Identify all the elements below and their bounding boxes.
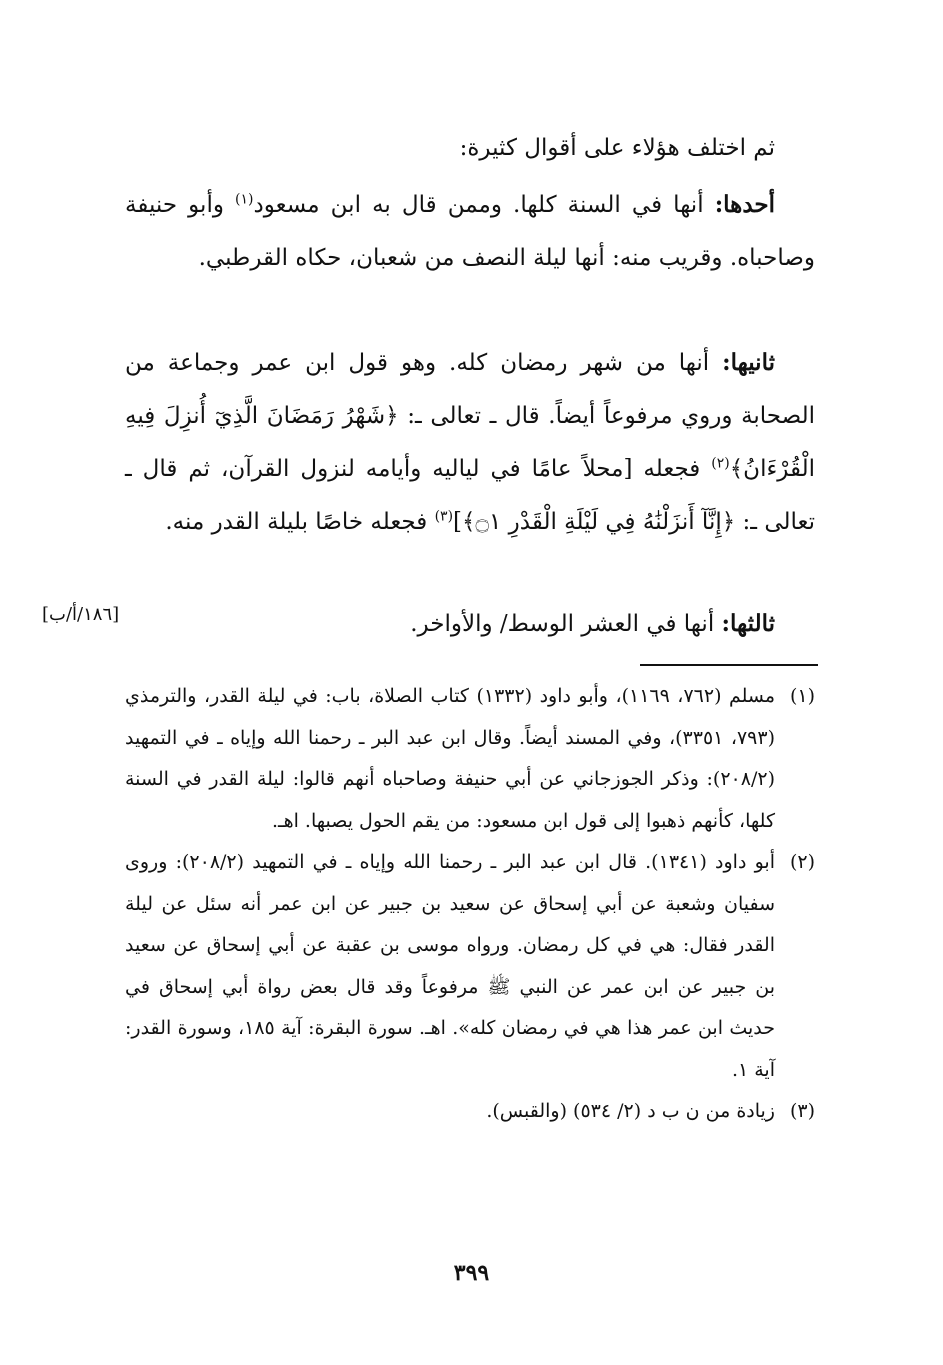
opinion-one-paragraph [125, 178, 815, 285]
intro-paragraph [125, 122, 815, 175]
opinion-three-lead: ثالثها: [721, 610, 775, 637]
footnote-text: أبو داود (١٣٤١). قال ابن عبد البر ـ رحمنا الله وإياه ـ في التمهيد (٢٠٨/٢): وروى سفيان وشعبة عن أبي إسحاق عن سعيد بن جبير عن ابن عمر أنه سئل عن ليلة القدر فقال: هي في كل رمضان. ورواه موسى بن عقبة عن أبي إسحاق عن سعيد بن جبير عن ابن عمر عن النبي ﷺ مرفوعاً وقد قال بعض رواة أبي إسحاق في حديث ابن عمر هذا هي في رمضان كله». اهـ. سورة البقرة: آية ١٨٥، وسورة القدر: آية ١. [125, 851, 775, 1081]
footnote-ref-2[interactable]: (٢) [711, 455, 730, 472]
manuscript-folio-marker: [١٨٦/أ/ب] [42, 604, 120, 625]
footnote-ref-1[interactable]: (١) [235, 191, 254, 208]
footnote-item-3 [125, 1091, 815, 1133]
opinion-two-text-a: أنها من شهر رمضان كله. وهو قول ابن عمر وجماعة من الصحابة وروي مرفوعاً أيضاً. قال ـ تعالى ـ: ﴿شَهْرُ رَمَضَانَ الَّذِيٓ أُنزِلَ فِيهِ الْقُرْءَانُ﴾ [125, 350, 815, 482]
footnote-number: (٣) [789, 1100, 815, 1122]
footnote-ref-3[interactable]: (٣) [434, 508, 454, 525]
footnote-number: (١) [789, 685, 815, 707]
opinion-two-text-c: فجعله خاصًا بليلة القدر منه. [165, 509, 435, 535]
opinion-two-text-b: فجعله [محلاً عامًا في لياليه وأيامه لنزول القرآن، ثم قال ـ تعالى ـ: ﴿إِنَّآ أَنزَلْنَٰهُ فِي لَيْلَةِ الْقَدْرِ ۝١﴾] [125, 456, 815, 535]
footnote-separator [640, 664, 818, 666]
footnote-item-1 [125, 676, 815, 842]
opinion-one-lead: أحدها: [714, 191, 775, 218]
footnote-item-2 [125, 842, 815, 1091]
opinion-three-paragraph [125, 597, 815, 651]
intro-text: ثم اختلف هؤلاء على أقوال كثيرة: [459, 135, 775, 161]
page-number: ٣٩٩ [453, 1260, 490, 1286]
footnote-text: مسلم (٧٦٢، ١١٦٩)، وأبو داود (١٣٣٢) كتاب الصلاة، باب: في ليلة القدر، والترمذي (٧٩٣، ٣٣٥١)، وفي المسند أيضاً. وقال ابن عبد البر ـ رحمنا الله وإياه ـ في التمهيد (٢٠٨/٢): وذكر الجوزجاني عن أبي حنيفة وصاحباه أنهم قالوا: ليلة القدر في السنة كلها، كأنهم ذهبوا إلى قول ابن مسعود: من يقم الحول يصبها. اهـ. [125, 685, 776, 832]
footnote-number: (٢) [789, 851, 815, 873]
footnotes-section [125, 676, 815, 1133]
opinion-three-text: أنها في العشر الوسط/ والأواخر. [410, 611, 722, 637]
opinion-one-text-a: أنها في السنة كلها. وممن قال به ابن مسعود [253, 192, 715, 218]
opinion-two-paragraph [125, 336, 815, 549]
opinion-two-lead: ثانيها: [722, 349, 775, 376]
footnote-text: زيادة من ن ب د (٢/ ٥٣٤) (والقبس). [486, 1100, 775, 1122]
opinion-one-text-b: وأبو حنيفة وصاحباه. وقريب منه: أنها ليلة النصف من شعبان، حكاه القرطبي. [125, 192, 815, 271]
